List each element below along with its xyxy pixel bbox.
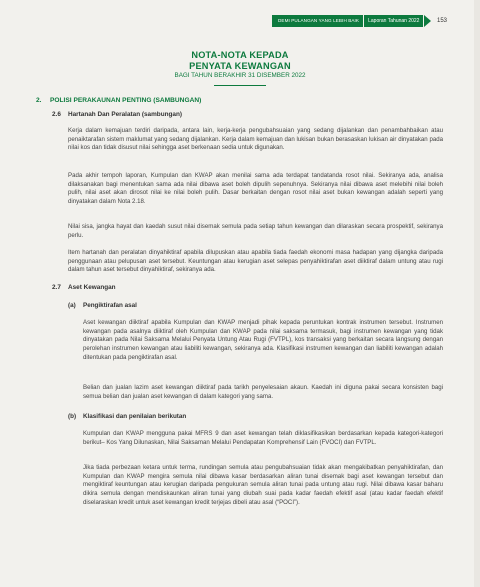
subsection-number: 2.6 — [52, 111, 61, 118]
paragraph: Nilai sisa, jangka hayat dan kaedah susut nilai disemak semula pada setiap tahun kewangan dan dilaraskan secara prospektif, sekiranya perlu. — [68, 223, 443, 239]
item-heading-a — [68, 302, 137, 309]
item-title: Klasifikasi dan penilaian berikutan — [83, 413, 187, 420]
paragraph: Item hartanah dan peralatan dinyahiktiraf apabila dilupuskan atau apabila tiada faedah ekonomi masa hadapan yang dijangka daripada penggunaan atau pelupusan aset tersebut. Keuntungan atau kerugian aset selepas penyahiktirafan aset diiktiraf dalam untung atau rugi dalam tahun aset tersebut dinyahiktiraf, sekiranya ada. — [68, 249, 443, 274]
subsection-title: Hartanah Dan Peralatan (sambungan) — [68, 111, 182, 118]
chevron-right-icon — [424, 15, 431, 27]
header-report-title: Laporan Tahunan 2022 — [364, 15, 423, 27]
title-line-1: NOTA-NOTA KEPADA — [191, 50, 289, 60]
subsection-number: 2.7 — [52, 284, 61, 291]
header-tagline: DEMI PULANGAN YANG LEBIH BAIK — [272, 15, 363, 27]
item-heading-b — [68, 413, 186, 420]
paragraph: Jika tiada perbezaan ketara untuk terma, rundingan semula atau pengubahsuaian tidak akan mengakibatkan penyahiktirafan, dan Kumpulan dan KWAP mengira semula nilai dibawa kasar berdasarkan aliran tunai disemak bagi aset kewangan tersebut dan mengiktiraf keuntungan atau kerugian daripada pengukuran semula aliran tunai pada untung atau rugi. Nilai dibawa kasar baharu dikira semula dengan mendiskaunkan aliran tunai yang diubah suai pada kadar faedah efektif asal (atau kadar faedah efektif diselaraskan kredit untuk aset kewangan kredit terjejas dibeli atau asal (“POCI”). — [83, 464, 443, 506]
subsection-title: Aset Kewangan — [68, 284, 116, 291]
page-number: 153 — [437, 18, 448, 24]
section-title: POLISI PERAKAUNAN PENTING (SAMBUNGAN) — [50, 97, 202, 104]
paragraph: Kerja dalam kemajuan terdiri daripada, antara lain, kerja-kerja pengubahsuaian yang sedang dijalankan dan penambahbaikan atau penaiktarafan sistem maklumat yang sedang dijalankan. Kerja dalam kemajuan dan lukisan bukan berasaskan lukisan air dinyatakan pada nilai kos dan tidak disusut nilai sehingga aset berkenaan sedia untuk digunakan. — [68, 127, 443, 152]
item-letter: (b) — [68, 413, 77, 420]
paragraph: Aset kewangan diiktiraf apabila Kumpulan dan KWAP menjadi pihak kepada peruntukan kontrak instrumen tersebut. Instrumen kewangan pada asalnya diiktiraf oleh Kumpulan dan KWAP pada nilai saksama termasuk, bagi instrumen kewangan yang tidak dinyatakan pada Nilai Saksama Melalui Penyata Untung Atau Rugi (FVTPL), kos transaksi yang berkaitan secara langsung dengan perolehan instrumen kewangan atau liabiliti kewangan, sekiranya ada. Klasifikasi instrumen kewangan dan liabiliti kewangan adalah ditentukan pada pengiktirafan asal. — [83, 319, 443, 361]
item-letter: (a) — [68, 302, 76, 309]
item-title: Pengiktirafan asal — [83, 302, 137, 309]
section-number: 2. — [36, 97, 42, 104]
title-divider — [214, 85, 266, 86]
page-edge — [474, 0, 480, 587]
paragraph: Pada akhir tempoh laporan, Kumpulan dan KWAP akan menilai sama ada terdapat tandatanda rosot nilai. Sekiranya ada, analisa dilaksanakan bagi menentukan sama ada nilai dibawa aset boleh dipulih sepenuhnya. Sekiranya nilai dibawa aset melebihi nilai boleh pulih, nilai aset akan dirosot nilai ke nilai boleh pulih. Dasar berkaitan dengan rosot nilai aset bukan kewangan adalah seperti yang dinyatakan dalam Nota 2.18. — [68, 172, 443, 206]
paragraph: Kumpulan dan KWAP mengguna pakai MFRS 9 dan aset kewangan telah diklasifikasikan berdasarkan kepada kategori-kategori berikut– Kos Yang Dilunaskan, Nilai Saksaman Melalui Pendapatan Komprehensif Lain (FVOCI) dan FVTPL. — [83, 430, 443, 446]
section-heading — [36, 97, 201, 104]
title-subtitle: BAGI TAHUN BERAKHIR 31 DISEMBER 2022 — [174, 72, 306, 79]
title-line-2: PENYATA KEWANGAN — [189, 60, 291, 71]
paragraph: Belian dan jualan lazim aset kewangan diiktiraf pada tarikh penyelesaian akaun. Kaedah ini diguna pakai secara konsisten bagi semua belian dan jualan aset kewangan di dalam kategori yang sama. — [83, 384, 443, 400]
running-header — [272, 15, 431, 27]
page-title — [0, 50, 480, 86]
